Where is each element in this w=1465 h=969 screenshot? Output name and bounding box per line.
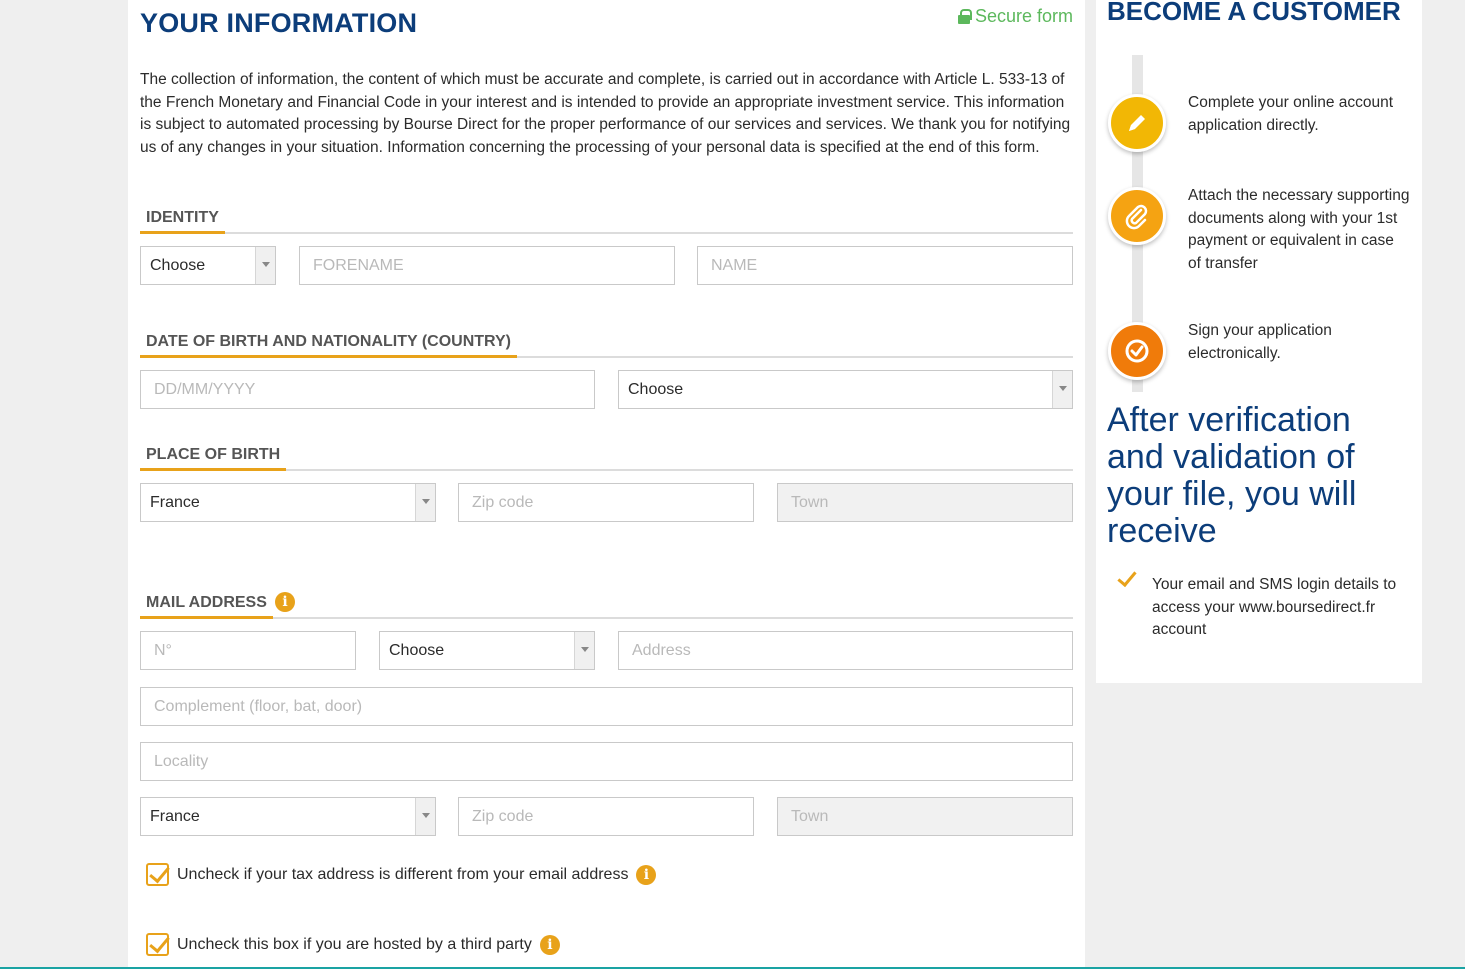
civility-value: Choose <box>150 256 206 274</box>
identity-label: IDENTITY <box>140 209 225 234</box>
intro-text: The collection of information, the content of which must be accurate and complete, is carried out in accordance with Article L. 533-13 of the French Monetary and Financial Code in your interest and is intended to provide an appropriate investment service. This information is subject to automated processing by Bourse Direct for the proper performance of our services and services. We thank you for notifying us of any changes in your situation. Information concerning the processing of your personal data is specified at the end of this form. <box>140 71 1071 156</box>
birth-label: DATE OF BIRTH AND NATIONALITY (COUNTRY) <box>140 333 517 358</box>
info-icon[interactable]: i <box>540 935 560 955</box>
address-town-input: Town <box>777 797 1073 836</box>
step-1-text: Complete your online account application directly. <box>1188 94 1394 134</box>
side-title: BECOME A CUSTOMER <box>1107 0 1401 26</box>
info-icon[interactable]: i <box>275 592 295 612</box>
third-party-check-row <box>146 933 560 956</box>
name-input[interactable]: NAME <box>697 246 1073 285</box>
side-panel <box>1096 0 1422 683</box>
after-verification-title: After verification and validation of your file, you will receive <box>1107 401 1357 550</box>
chevron-down-icon <box>1052 371 1072 408</box>
birth-section-header <box>140 330 1073 358</box>
birth-country-select[interactable] <box>140 483 436 522</box>
birth-town-input: Town <box>777 483 1073 522</box>
birth-country-value: France <box>150 493 200 511</box>
tax-address-check-row <box>146 863 656 886</box>
address-zip-input[interactable]: Zip code <box>458 797 754 836</box>
complement-input[interactable]: Complement (floor, bat, door) <box>140 687 1073 726</box>
info-icon[interactable]: i <box>636 865 656 885</box>
page-title: YOUR INFORMATION <box>140 8 418 38</box>
civility-select[interactable] <box>140 246 276 285</box>
step-1-circle <box>1108 94 1166 152</box>
tax-address-check-label: Uncheck if your tax address is different from your email address <box>177 865 629 883</box>
address-input[interactable]: Address <box>618 631 1073 670</box>
third-party-check-label: Uncheck this box if you are hosted by a third party <box>177 935 532 953</box>
address-country-value: France <box>150 807 200 825</box>
nationality-value: Choose <box>628 380 684 398</box>
chevron-down-icon <box>415 798 435 835</box>
tax-address-checkbox[interactable] <box>146 863 169 886</box>
check-icon <box>1117 567 1136 587</box>
place-of-birth-label: PLACE OF BIRTH <box>140 446 286 471</box>
nationality-select[interactable] <box>618 370 1073 409</box>
step-2-text: Attach the necessary supporting documents along with your 1st payment or equivalent in case of transfer <box>1188 187 1410 273</box>
birth-zip-input[interactable]: Zip code <box>458 483 754 522</box>
address-country-select[interactable] <box>140 797 436 836</box>
step-3-circle <box>1108 322 1166 380</box>
step-2-circle <box>1108 187 1166 245</box>
paperclip-icon <box>1123 202 1151 230</box>
street-number-input[interactable]: N° <box>140 631 356 670</box>
mail-address-label: MAIL ADDRESS <box>146 594 267 611</box>
step-3-text: Sign your application electronically. <box>1188 322 1332 362</box>
street-type-value: Choose <box>389 641 445 659</box>
chevron-down-icon <box>255 247 275 284</box>
lock-icon <box>958 9 970 24</box>
secure-form-indicator <box>958 6 1073 27</box>
street-type-select[interactable] <box>379 631 595 670</box>
forename-input[interactable]: FORENAME <box>299 246 675 285</box>
identity-section-header <box>140 206 1073 234</box>
chevron-down-icon <box>574 632 594 669</box>
check-circle-icon <box>1123 337 1151 365</box>
secure-form-label: Secure form <box>974 6 1073 26</box>
third-party-checkbox[interactable] <box>146 933 169 956</box>
chevron-down-icon <box>415 484 435 521</box>
receive-text: Your email and SMS login details to access your www.boursedirect.fr account <box>1152 576 1397 639</box>
mail-address-header <box>140 594 273 619</box>
pencil-icon <box>1124 110 1150 136</box>
birth-date-input[interactable]: DD/MM/YYYY <box>140 370 595 409</box>
form-panel <box>128 0 1085 969</box>
locality-input[interactable]: Locality <box>140 742 1073 781</box>
place-of-birth-section-header <box>140 443 1073 471</box>
